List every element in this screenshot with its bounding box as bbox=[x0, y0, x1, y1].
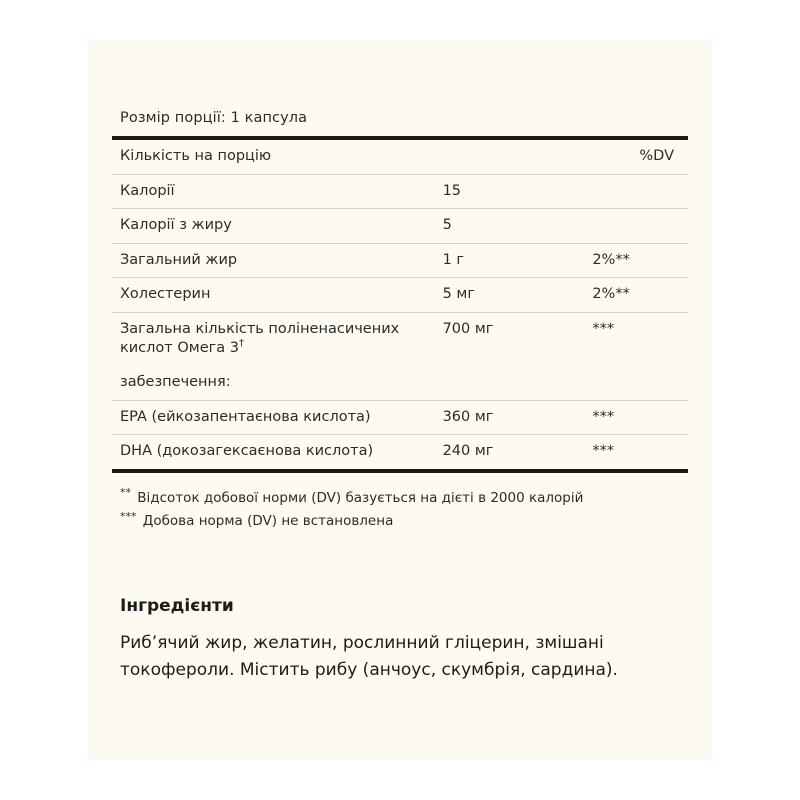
nutrient-name: EPA (ейкозапентаєнова кислота) bbox=[112, 400, 435, 435]
nutrient-name: Загальний жир bbox=[112, 243, 435, 278]
footnote-text: Відсоток добової норми (DV) базується на дієті в 2000 калорій bbox=[133, 489, 584, 506]
table-row bbox=[112, 209, 688, 244]
panel-inner bbox=[112, 40, 688, 685]
header-amount-blank bbox=[435, 138, 585, 174]
nutrient-amount: 1 г bbox=[435, 243, 585, 278]
footnotes bbox=[112, 487, 688, 534]
nutrient-amount: 240 мг bbox=[435, 435, 585, 471]
footnote-item bbox=[120, 487, 688, 511]
table-row bbox=[112, 366, 688, 400]
nutrient-amount: 700 мг bbox=[435, 312, 585, 366]
ingredients-heading: Інгредієнти bbox=[120, 595, 234, 616]
nutrient-name bbox=[112, 312, 435, 366]
nutrient-name: Калорії з жиру bbox=[112, 209, 435, 244]
table-row bbox=[112, 174, 688, 209]
nutrient-amount: 360 мг bbox=[435, 400, 585, 435]
nutrient-dv: *** bbox=[584, 312, 688, 366]
dagger-marker: † bbox=[238, 338, 244, 350]
footnote-marker: ** bbox=[120, 486, 131, 500]
nutrition-table bbox=[112, 136, 688, 473]
table-header-row bbox=[112, 138, 688, 174]
nutrient-name: забезпечення: bbox=[120, 373, 231, 390]
nutrient-amount: 5 мг bbox=[435, 278, 585, 313]
nutrient-dv bbox=[584, 366, 688, 400]
nutrient-name: Калорії bbox=[112, 174, 435, 209]
nutrient-dv: 2%** bbox=[584, 278, 688, 313]
footnote-item bbox=[120, 510, 688, 534]
table-row bbox=[112, 278, 688, 313]
table-row bbox=[112, 400, 688, 435]
nutrient-name: Холестерин bbox=[112, 278, 435, 313]
nutrient-dv: *** bbox=[584, 435, 688, 471]
nutrient-dv: *** bbox=[584, 400, 688, 435]
nutrient-dv bbox=[584, 174, 688, 209]
nutrient-dv bbox=[584, 209, 688, 244]
table-row bbox=[112, 435, 688, 471]
header-daily-value bbox=[584, 138, 688, 174]
nutrient-amount: 5 bbox=[435, 209, 585, 244]
nutrient-name-text: Загальна кількість поліненасичених кислот Омега 3 bbox=[120, 320, 400, 357]
nutrient-dv: 2%** bbox=[584, 243, 688, 278]
footnote-text: Добова норма (DV) не встановлена bbox=[138, 513, 394, 530]
table-row bbox=[112, 243, 688, 278]
table-row bbox=[112, 312, 688, 366]
supplement-facts-panel bbox=[88, 40, 712, 760]
nutrient-amount bbox=[435, 366, 585, 400]
nutrient-name: DHA (докозагексаєнова кислота) bbox=[112, 435, 435, 471]
serving-size-text: Розмір порції: 1 капсула bbox=[120, 110, 308, 126]
header-amount-per-serving: Кількість на порцію bbox=[112, 138, 435, 174]
header-daily-value-label: %DV bbox=[639, 148, 674, 164]
footnote-marker: *** bbox=[120, 509, 137, 523]
nutrient-amount: 15 bbox=[435, 174, 585, 209]
ingredients-text: Риб’ячий жир, желатин, рослинний гліцерин, змішані токофероли. Містить рибу (анчоус, скумбрія, сардина). bbox=[120, 632, 618, 681]
